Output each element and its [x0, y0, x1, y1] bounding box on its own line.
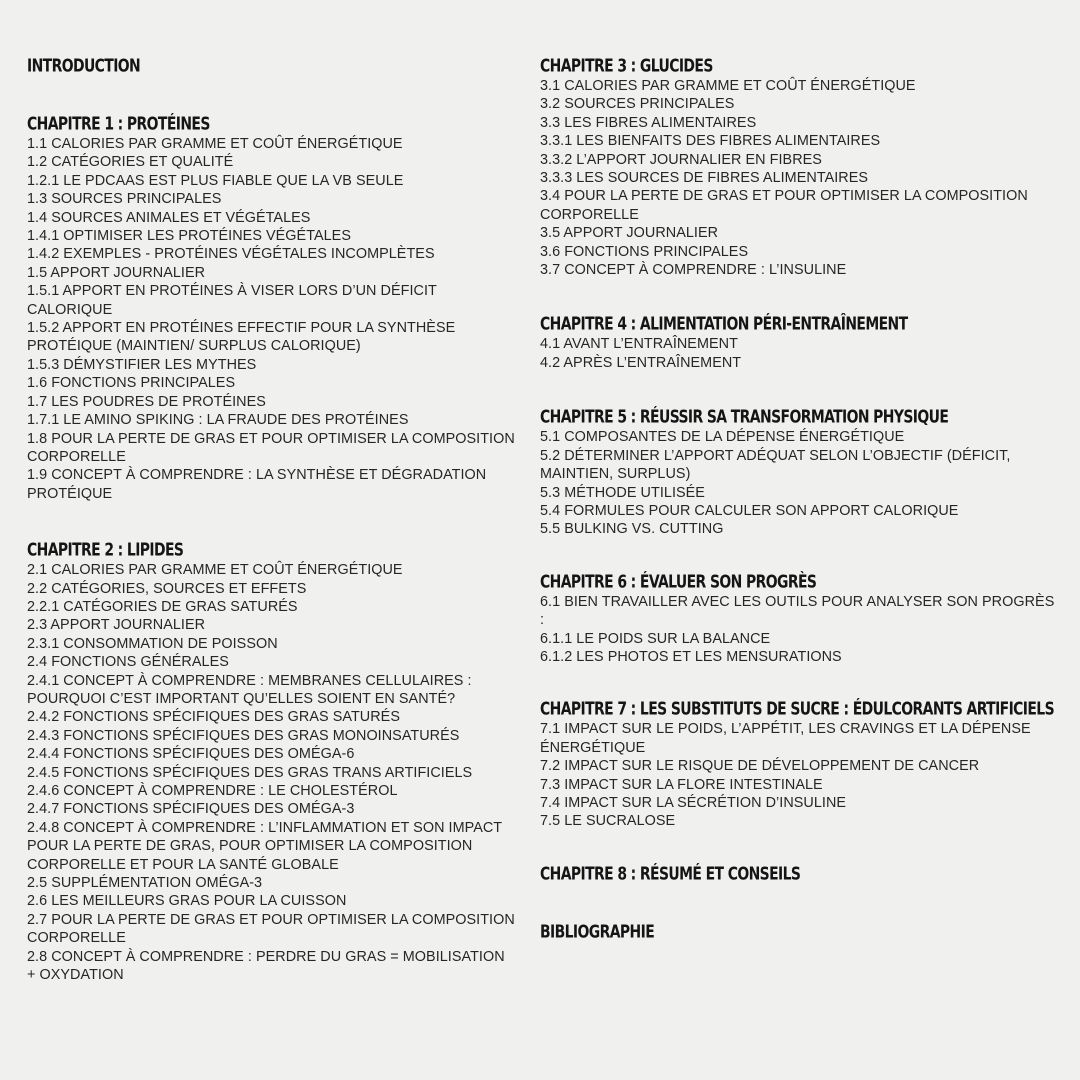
toc-entry: 3.4 POUR LA PERTE DE GRAS ET POUR OPTIMISER LA COMPOSITION CORPORELLE [540, 188, 1028, 223]
section-heading: CHAPITRE 7 : LES SUBSTITUTS DE SUCRE : ÉDULCORANTS ARTIFICIELS [540, 699, 1055, 720]
toc-entry: 2.4.3 FONCTIONS SPÉCIFIQUES DES GRAS MONOINSATURÉS [27, 727, 460, 744]
toc-entry: 2.3.1 CONSOMMATION DE POISSON [27, 635, 278, 652]
toc-entry: 1.1 CALORIES PAR GRAMME ET COÛT ÉNERGÉTIQUE [27, 136, 403, 152]
toc-left-column [27, 57, 517, 984]
section-heading: CHAPITRE 6 : ÉVALUER SON PROGRÈS [540, 571, 817, 592]
toc-entry: 2.4.1 CONCEPT À COMPRENDRE : MEMBRANES CELLULAIRES : POURQUOI C’EST IMPORTANT QU’ELLES SOIENT EN SANTÉ? [27, 672, 472, 707]
section-items [540, 77, 1060, 279]
toc-section [540, 573, 1060, 667]
toc-section [27, 541, 517, 984]
toc-entry: 1.2 CATÉGORIES ET QUALITÉ [27, 154, 234, 171]
toc-entry: 2.2 CATÉGORIES, SOURCES ET EFFETS [27, 580, 307, 597]
toc-section [540, 57, 1060, 279]
toc-entry: 5.1 COMPOSANTES DE LA DÉPENSE ÉNERGÉTIQUE [540, 429, 905, 446]
toc-entry: 2.4.6 CONCEPT À COMPRENDRE : LE CHOLESTÉROL [27, 783, 398, 799]
toc-entry: 7.4 IMPACT SUR LA SÉCRÉTION D’INSULINE [540, 794, 847, 811]
section-heading: CHAPITRE 4 : ALIMENTATION PÉRI-ENTRAÎNEMENT [540, 314, 908, 335]
toc-entry: 3.1 CALORIES PAR GRAMME ET COÛT ÉNERGÉTIQUE [540, 78, 916, 94]
toc-entry: 1.8 POUR LA PERTE DE GRAS ET POUR OPTIMISER LA COMPOSITION CORPORELLE [27, 430, 515, 465]
toc-entry: 3.3.2 L’APPORT JOURNALIER EN FIBRES [540, 151, 822, 168]
toc-entry: 7.3 IMPACT SUR LA FLORE INTESTINALE [540, 776, 823, 793]
toc-section [27, 57, 517, 77]
toc-entry: 2.4.5 FONCTIONS SPÉCIFIQUES DES GRAS TRANS ARTIFICIELS [27, 764, 473, 781]
toc-entry: 1.9 CONCEPT À COMPRENDRE : LA SYNTHÈSE ET DÉGRADATION PROTÉIQUE [27, 467, 487, 502]
section-items [27, 561, 517, 984]
toc-entry: 1.3 SOURCES PRINCIPALES [27, 191, 222, 208]
toc-entry: 4.2 APRÈS L’ENTRAÎNEMENT [540, 354, 742, 371]
toc-entry: 3.7 CONCEPT À COMPRENDRE : L’INSULINE [540, 262, 847, 279]
toc-entry: 2.7 POUR LA PERTE DE GRAS ET POUR OPTIMISER LA COMPOSITION CORPORELLE [27, 911, 515, 947]
section-heading: CHAPITRE 8 : RÉSUMÉ ET CONSEILS [540, 863, 801, 884]
toc-entry: 3.3.3 LES SOURCES DE FIBRES ALIMENTAIRES [540, 170, 869, 187]
toc-entry: 1.7.1 LE AMINO SPIKING : LA FRAUDE DES PROTÉINES [27, 412, 409, 429]
toc-entry: 3.6 FONCTIONS PRINCIPALES [540, 243, 749, 260]
toc-section [27, 115, 517, 503]
toc-entry: 5.5 BULKING VS. CUTTING [540, 521, 724, 538]
toc-entry: 5.4 FORMULES POUR CALCULER SON APPORT CALORIQUE [540, 502, 959, 519]
toc-section [540, 923, 1060, 943]
toc-entry: 7.1 IMPACT SUR LE POIDS, L’APPÉTIT, LES CRAVINGS ET LA DÉPENSE ÉNERGÉTIQUE [540, 721, 1031, 756]
toc-entry: 5.3 MÉTHODE UTILISÉE [540, 484, 705, 501]
toc-section [540, 408, 1060, 538]
toc-entry: 2.1 CALORIES PAR GRAMME ET COÛT ÉNERGÉTIQUE [27, 562, 403, 579]
toc-entry: 2.4.4 FONCTIONS SPÉCIFIQUES DES OMÉGA-6 [27, 746, 355, 763]
toc-right-column [540, 57, 1060, 943]
toc-entry: 1.6 FONCTIONS PRINCIPALES [27, 375, 236, 392]
section-heading: CHAPITRE 1 : PROTÉINES [27, 113, 210, 134]
section-items [540, 593, 1060, 667]
section-items [540, 335, 1060, 372]
section-items [540, 428, 1060, 538]
toc-section [540, 315, 1060, 372]
toc-entry: 7.2 IMPACT SUR LE RISQUE DE DÉVELOPPEMENT DE CANCER [540, 758, 980, 775]
toc-entry: 2.2.1 CATÉGORIES DE GRAS SATURÉS [27, 598, 298, 615]
toc-entry: 1.4 SOURCES ANIMALES ET VÉGÉTALES [27, 209, 311, 226]
toc-entry: 1.5.2 APPORT EN PROTÉINES EFFECTIF POUR LA SYNTHÈSE PROTÉIQUE (MAINTIEN/ SURPLUS CALORIQUE) [27, 320, 456, 355]
section-items [540, 720, 1060, 830]
toc-entry: 1.4.2 EXEMPLES - PROTÉINES VÉGÉTALES INCOMPLÈTES [27, 246, 435, 263]
toc-entry: 3.3.1 LES BIENFAITS DES FIBRES ALIMENTAIRES [540, 133, 881, 150]
toc-entry: 3.2 SOURCES PRINCIPALES [540, 96, 735, 113]
section-heading: CHAPITRE 2 : LIPIDES [27, 539, 184, 561]
toc-entry: 3.5 APPORT JOURNALIER [540, 225, 719, 242]
toc-entry: 2.4.8 CONCEPT À COMPRENDRE : L’INFLAMMATION ET SON IMPACT POUR LA PERTE DE GRAS, POUR OPTIMISER LA COMPOSITION CORPORELLE ET POUR LA SANTÉ GLOBALE [27, 819, 502, 873]
toc-entry: 1.2.1 LE PDCAAS EST PLUS FIABLE QUE LA VB SEULE [27, 172, 404, 189]
toc-entry: 1.5.1 APPORT EN PROTÉINES À VISER LORS D’UN DÉFICIT CALORIQUE [27, 283, 437, 318]
toc-entry: 1.5 APPORT JOURNALIER [27, 264, 206, 281]
section-items [27, 135, 517, 503]
toc-entry: 2.4.2 FONCTIONS SPÉCIFIQUES DES GRAS SATURÉS [27, 709, 400, 726]
toc-entry: 2.8 CONCEPT À COMPRENDRE : PERDRE DU GRAS = MOBILISATION + OXYDATION [27, 948, 505, 984]
toc-section [540, 700, 1060, 830]
toc-entry: 2.4.7 FONCTIONS SPÉCIFIQUES DES OMÉGA-3 [27, 801, 355, 818]
toc-entry: 2.3 APPORT JOURNALIER [27, 617, 206, 634]
section-heading: CHAPITRE 3 : GLUCIDES [540, 55, 713, 76]
toc-entry: 5.2 DÉTERMINER L’APPORT ADÉQUAT SELON L’OBJECTIF (DÉFICIT, MAINTIEN, SURPLUS) [540, 447, 1011, 483]
toc-entry: 4.1 AVANT L’ENTRAÎNEMENT [540, 336, 738, 353]
toc-entry: 7.5 LE SUCRALOSE [540, 813, 676, 830]
toc-entry: 1.5.3 DÉMYSTIFIER LES MYTHES [27, 356, 257, 373]
section-heading: CHAPITRE 5 : RÉUSSIR SA TRANSFORMATION PHYSIQUE [540, 407, 949, 428]
section-heading: INTRODUCTION [27, 55, 141, 76]
toc-section [540, 865, 1060, 885]
toc-entry: 3.3 LES FIBRES ALIMENTAIRES [540, 114, 757, 131]
toc-entry: 6.1.2 LES PHOTOS ET LES MENSURATIONS [540, 648, 842, 665]
toc-entry: 2.5 SUPPLÉMENTATION OMÉGA-3 [27, 875, 263, 892]
toc-entry: 1.4.1 OPTIMISER LES PROTÉINES VÉGÉTALES [27, 228, 351, 245]
toc-entry: 6.1 BIEN TRAVAILLER AVEC LES OUTILS POUR ANALYSER SON PROGRÈS : [540, 593, 1055, 629]
toc-entry: 1.7 LES POUDRES DE PROTÉINES [27, 393, 266, 410]
toc-entry: 2.6 LES MEILLEURS GRAS POUR LA CUISSON [27, 893, 347, 910]
section-heading: BIBLIOGRAPHIE [540, 921, 655, 942]
toc-entry: 6.1.1 LE POIDS SUR LA BALANCE [540, 630, 771, 647]
toc-entry: 2.4 FONCTIONS GÉNÉRALES [27, 654, 229, 671]
